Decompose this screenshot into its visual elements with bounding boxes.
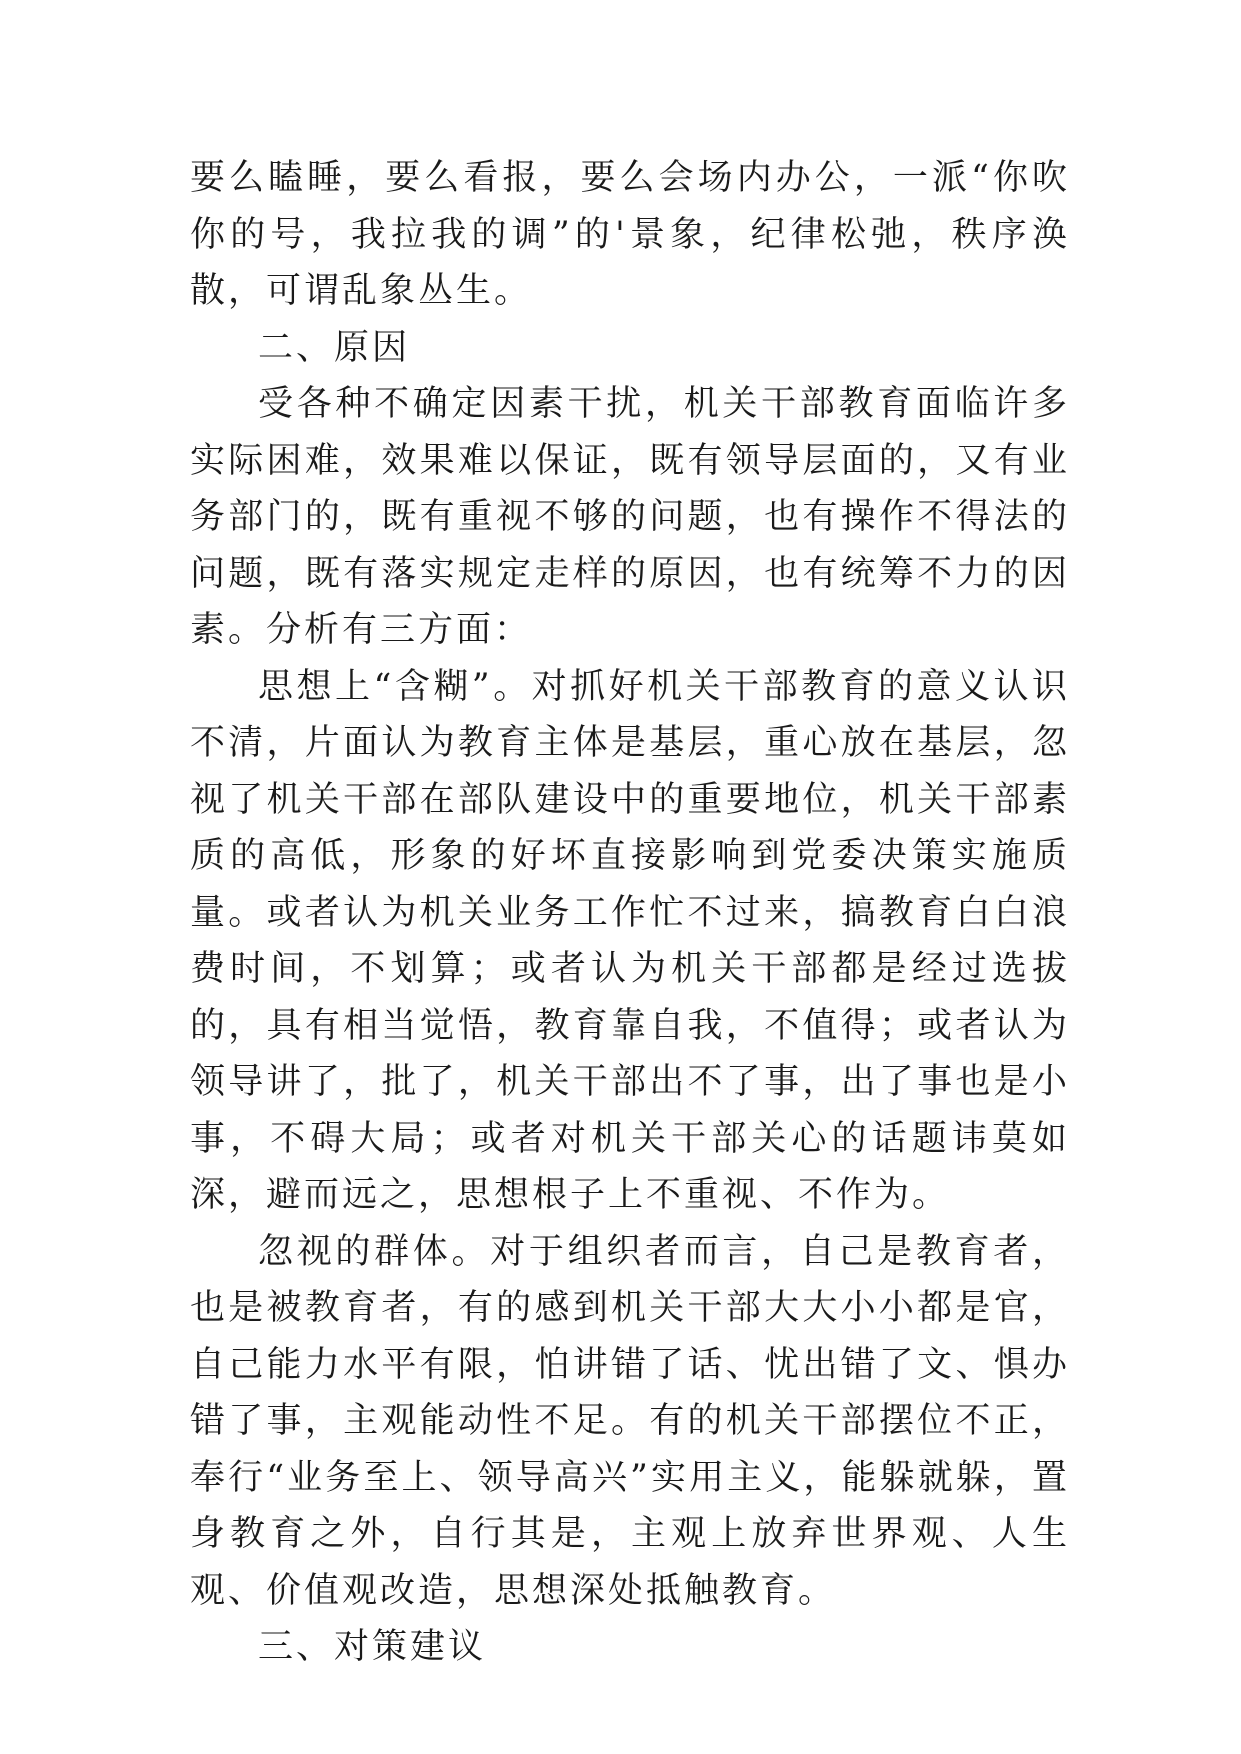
paragraph-thinking-vague: 思想上“含糊”。对抓好机关干部教育的意义认识不清，片面认为教育主体是基层，重心放在基层，忽视了机关干部在部队建设中的重要地位，机关干部素质的高低，形象的好坏直接影响到党委决策实施质量。或者认为机关业务工作忙不过来，搞教育白白浪费时间，不划算；或者认为机关干部都是经过选拔的，具有相当觉悟，教育靠自我，不值得；或者认为领导讲了，批了，机关干部出不了事，出了事也是小事，不碍大局；或者对机关干部关心的话题讳莫如深，避而远之，思想根子上不重视、不作为。 (190, 666, 1070, 1215)
paragraph-neglected-group: 忽视的群体。对于组织者而言，自己是教育者，也是被教育者，有的感到机关干部大大小小都是官，自己能力水平有限，怕讲错了话、忧出错了文、惧办错了事，主观能动性不足。有的机关干部摆位不正，奉行“业务至上、领导高兴”实用主义，能躲就躲，置身教育之外，自行其是，主观上放弃世界观、人生观、价值观改造，思想深处抵触教育。 (190, 1231, 1070, 1611)
section-heading-causes: 二、原因 (258, 327, 411, 368)
section-heading-suggestions: 三、对策建议 (258, 1627, 487, 1667)
document-body (190, 150, 1070, 1676)
paragraph-causes-overview: 受各种不确定因素干扰，机关干部教育面临许多实际困难，效果难以保证，既有领导层面的，又有业务部门的，既有重视不够的问题，也有操作不得法的问题，既有落实规定走样的原因，也有统筹不力的因素。分析有三方面： (190, 384, 1070, 650)
paragraph-intro-continuation: 要么瞌睡，要么看报，要么会场内办公，一派“你吹你的号，我拉我的调”的'景象，纪律松弛，秩序涣散，可谓乱象丛生。 (190, 158, 1070, 311)
